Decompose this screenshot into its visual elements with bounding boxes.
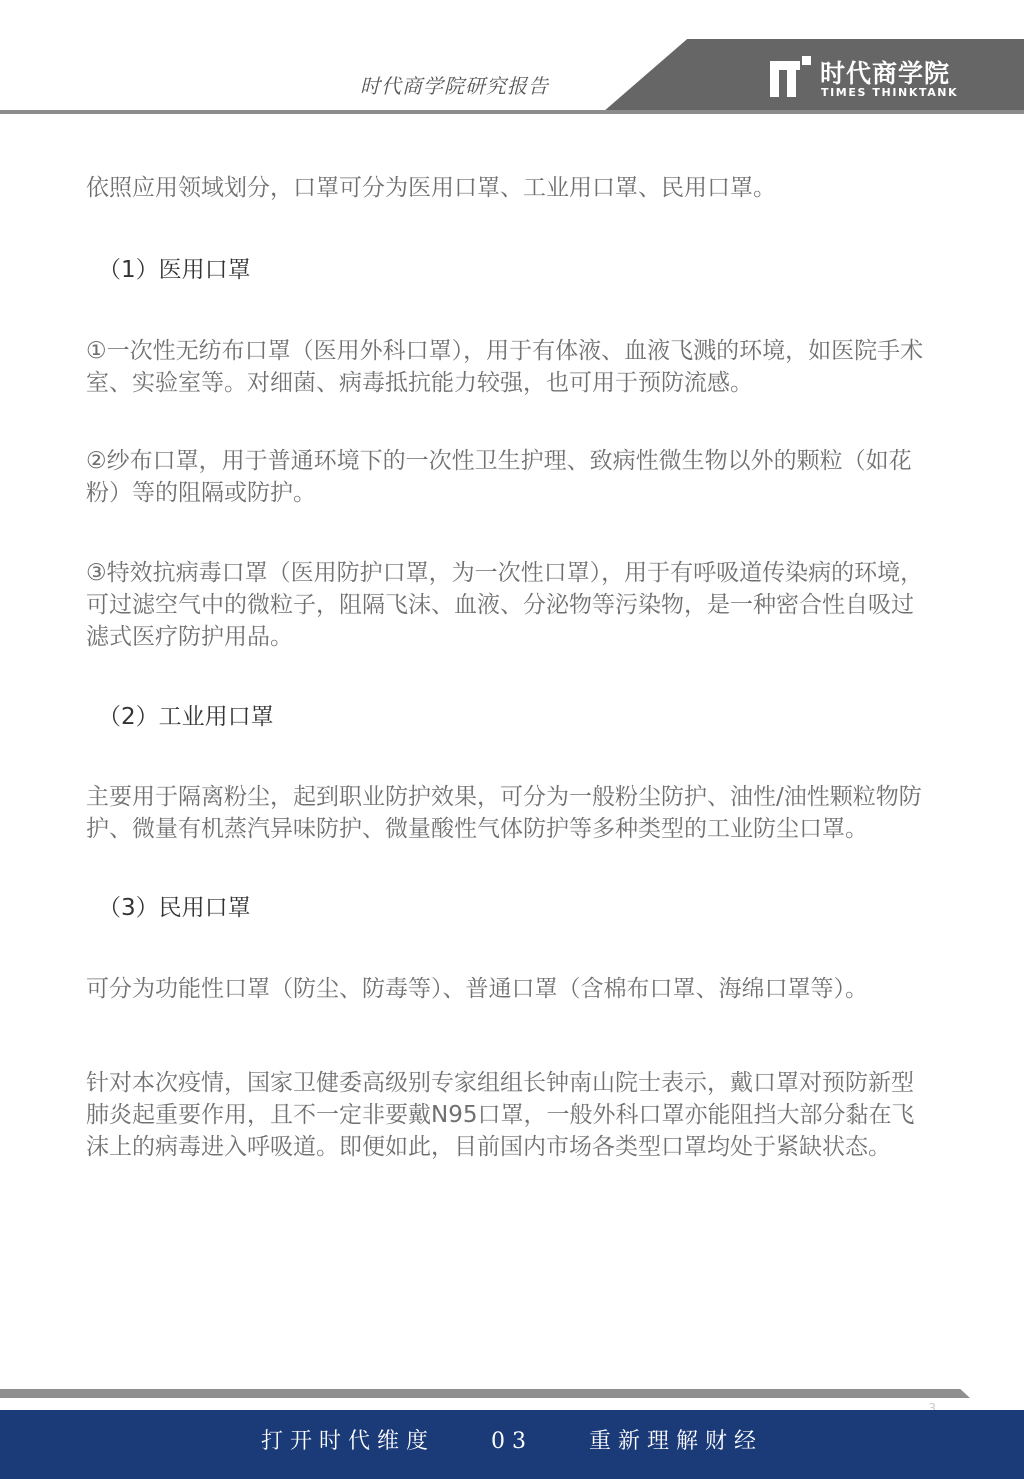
industrial-paragraph: 主要用于隔离粉尘，起到职业防护效果，可分为一般粉尘防护、油性/油性颗粒物防护、微量有机蒸汽异味防护、微量酸性气体防护等多种类型的工业防尘口罩。 [86, 784, 922, 842]
medical-item-2: ②纱布口罩，用于普通环境下的一次性卫生护理、致病性微生物以外的颗粒（如花粉）等的阻隔或防护。 [86, 448, 912, 506]
header-rule [0, 110, 1024, 114]
intro-paragraph: 依照应用领域划分，口罩可分为医用口罩、工业用口罩、民用口罩。 [86, 175, 776, 201]
civil-paragraph: 可分为功能性口罩（防尘、防毒等）、普通口罩（含棉布口罩、海绵口罩等）。 [86, 976, 868, 1002]
section-heading-medical: （1）医用口罩 [98, 257, 251, 283]
report-title: 时代商学院研究报告 [360, 74, 549, 98]
medical-item-3: ③特效抗病毒口罩（医用防护口罩，为一次性口罩），用于有呼吸道传染病的环境，可过滤空气中的微粒子，阻隔飞沫、血液、分泌物等污染物，是一种密合性自吸过滤式医疗防护用品。 [86, 560, 924, 650]
footer-top-bar [0, 1389, 970, 1398]
page-header [0, 0, 1024, 118]
main-content [86, 172, 936, 1163]
logo-name: 时代商学院 [820, 59, 951, 88]
conclusion-paragraph: 针对本次疫情，国家卫健委高级别专家组组长钟南山院士表示，戴口罩对预防新型肺炎起重要作用，且不一定非要戴N95口罩，一般外科口罩亦能阻挡大部分黏在飞沫上的病毒进入呼吸道。即便如此，目前国内市场各类型口罩均处于紧缺状态。 [86, 1070, 915, 1160]
logo-mark-icon [768, 55, 814, 101]
footer-tagline: 打开时代维度 03 重新理解财经 [261, 1429, 763, 1454]
medical-item-1: ①一次性无纺布口罩（医用外科口罩），用于有体液、血液飞溅的环境，如医院手术室、实验室等。对细菌、病毒抵抗能力较强，也可用于预防流感。 [86, 338, 924, 396]
times-thinktank-logo [768, 52, 968, 104]
section-heading-civil: （3）民用口罩 [98, 895, 251, 921]
logo-subtitle: TIMES THINKTANK [821, 86, 959, 99]
section-heading-industrial: （2）工业用口罩 [98, 704, 274, 730]
